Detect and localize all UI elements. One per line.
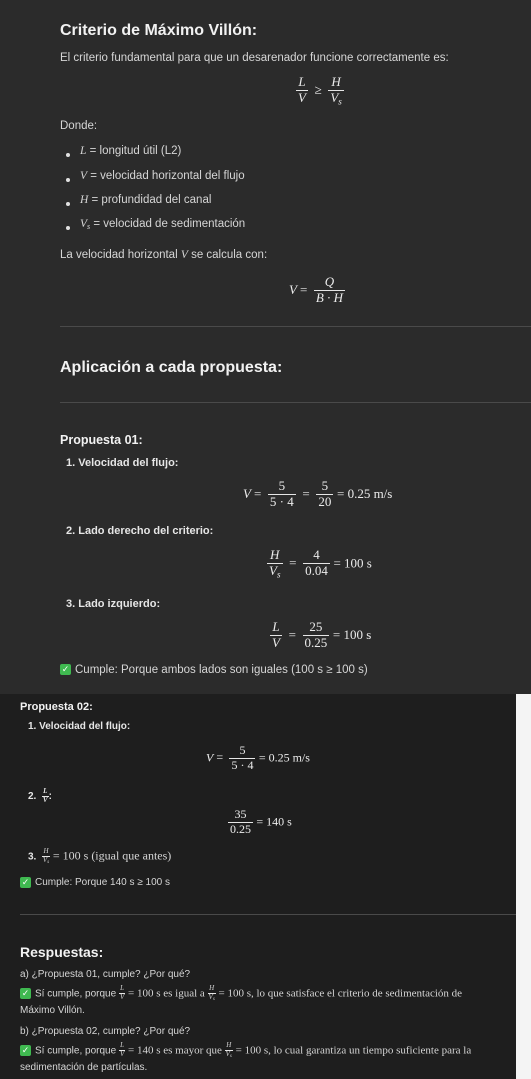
- def-Vs: $V_s$ = velocidad de sedimentación: [80, 218, 246, 231]
- divider: [60, 402, 531, 403]
- criterio-title: Criterio de Máximo Villón:: [60, 22, 258, 39]
- divider: [20, 914, 516, 915]
- p01-step2: 2. Lado derecho del criterio:: [66, 525, 214, 537]
- criterio-intro: El criterio fundamental para que un desarenador funcione correctamente es:: [60, 52, 449, 64]
- def-V: V = velocidad horizontal del flujo: [80, 170, 245, 182]
- answer-b: ✓ Sí cumple, porque $\frac{L}{V}$ = 140 s es mayor que $\frac{H}{V_s}$ = 100 s, lo cual garantiza un tiempo suficiente para la: [21, 1041, 472, 1059]
- p02-check: ✓ Cumple: Porque 140 s ≥ 100 s: [21, 877, 171, 889]
- check-icon: ✓: [21, 1045, 30, 1056]
- propuesta01-title: Propuesta 01:: [60, 433, 143, 447]
- answer-b-cont: sedimentación de partículas.: [20, 1062, 148, 1073]
- check-icon: ✓: [21, 877, 30, 887]
- def-L: L = longitud útil (L2): [80, 145, 182, 157]
- p01-eq3: $\frac{L}{V}$ = $\frac{25}{0.25}$ = 100 s: [272, 619, 372, 650]
- question-b: b) ¿Propuesta 02, cumple? ¿Por qué?: [20, 1026, 191, 1037]
- check-icon: ✓: [61, 664, 70, 675]
- p01-step1: 1. Velocidad del flujo:: [66, 457, 179, 469]
- bullet: [66, 178, 70, 182]
- p02-step2: 2. $\frac{L}{V}$ :: [28, 787, 52, 804]
- frac-num-L: L: [296, 75, 308, 91]
- p01-check: ✓ Cumple: Porque ambos lados son iguales (100 s ≥ 100 s): [61, 664, 368, 676]
- p02-eq1: V = $\frac{5}{5 \cdot 4}$ = 0.25 m/s: [206, 743, 310, 772]
- aplicacion-title: Aplicación a cada propuesta:: [60, 359, 283, 376]
- bullet: [66, 226, 70, 230]
- p01-step3: 3. Lado izquierdo:: [66, 598, 161, 610]
- velocidad-text: La velocidad horizontal V se calcula con:: [60, 249, 268, 261]
- answer-a: ✓ Sí cumple, porque $\frac{L}{V}$ = 100 s es igual a $\frac{H}{V_s}$ = 100 s, lo que satisface el criterio de sedimentación de: [21, 984, 463, 1002]
- propuesta02-title: Propuesta 02:: [20, 701, 93, 713]
- def-H: H = profundidad del canal: [80, 194, 212, 206]
- answer-a-cont: Máximo Villón.: [20, 1005, 85, 1016]
- p02-step1: 1. Velocidad del flujo:: [28, 721, 131, 732]
- bullet: [66, 153, 70, 157]
- p02-eq2: $\frac{35}{0.25}$ = 140 s: [230, 807, 292, 836]
- donde-label: Donde:: [60, 120, 98, 132]
- p01-eq1: V = $\frac{5}{5 \cdot 4}$ = $\frac{5}{20}$ = 0.25 m/s: [243, 478, 393, 509]
- p02-step3: 3. $\frac{H}{V_s}$ = 100 s (igual que antes): [28, 847, 172, 865]
- respuestas-title: Respuestas:: [20, 944, 104, 960]
- check-icon: ✓: [21, 988, 30, 999]
- criterio-formula: $\frac{L}{V}$ ≥ $\frac{H}{V_s}$: [298, 74, 342, 107]
- p01-eq2: $\frac{H}{V_s}$ = $\frac{4}{0.04}$ = 100 s: [269, 547, 372, 580]
- bullet: [66, 202, 70, 206]
- velocidad-formula: V = $\frac{Q}{B \cdot H}$: [289, 274, 344, 305]
- question-a: a) ¿Propuesta 01, cumple? ¿Por qué?: [20, 969, 191, 980]
- scroll-gutter: [516, 694, 531, 1079]
- divider: [60, 326, 531, 327]
